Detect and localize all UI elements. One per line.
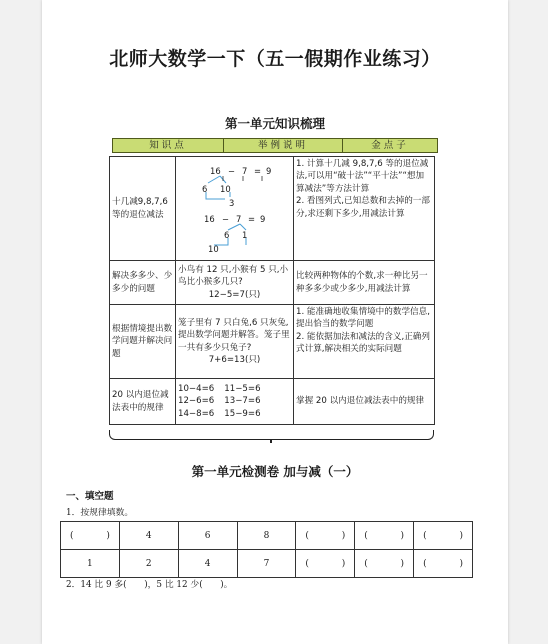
diagram-part: 10 — [220, 183, 231, 194]
knowledge-table — [109, 156, 435, 425]
fact: 14−8=6 — [178, 408, 215, 419]
question-2: 2．14 比 9 多( )，5 比 12 少( )。 — [66, 580, 233, 590]
example-text: 小鸟有 12 只,小猴有 5 只,小鸟比小猴多几只? — [178, 264, 289, 288]
sequence-number: 6 — [178, 522, 237, 550]
header-tips: 金点子 — [342, 139, 437, 152]
diagram-operator: = — [248, 213, 256, 224]
table-row — [110, 261, 435, 305]
fact: 12−6=6 — [178, 396, 215, 407]
sequence-number: 7 — [237, 550, 296, 578]
answer-blank[interactable]: ( ) — [296, 522, 355, 550]
table-row — [110, 379, 435, 425]
table-row — [110, 305, 435, 379]
sequence-number: 4 — [178, 550, 237, 578]
answer-blank[interactable]: ( ) — [355, 550, 414, 578]
diagram-result: 3 — [229, 197, 235, 208]
fact: 10−4=6 — [178, 383, 215, 394]
diagram-part: 6 — [202, 183, 208, 194]
knowledge-point-cell: 根据情境提出数学问题并解决问题 — [110, 305, 176, 379]
sequence-table — [60, 521, 473, 578]
diagram-term: 16 — [204, 213, 215, 224]
knowledge-point-cell: 20 以内退位减法表中的规律 — [110, 379, 176, 425]
fact: 11−5=6 — [224, 383, 261, 394]
fact: 15−9=6 — [224, 408, 261, 419]
tip-cell — [294, 305, 435, 379]
knowledge-header-band — [112, 138, 438, 153]
answer-blank[interactable]: ( ) — [414, 550, 473, 578]
tip-text: 1. 能准确地收集情境中的数学信息,提出恰当的数学问题 2. 能依据加法和减法的含义,正确列式计算,解决相关的实际问题 — [296, 307, 430, 355]
example-formula: 7+6=13(只) — [208, 354, 261, 365]
tip-cell: 掌握 20 以内退位减法表中的规律 — [294, 379, 435, 425]
diagram-term: 16 — [210, 165, 221, 176]
answer-blank[interactable]: ( ) — [61, 522, 120, 550]
document-page — [42, 0, 508, 644]
section-title-test: 第一单元检测卷 加与减（一） — [191, 464, 359, 479]
tip-cell: 比较两种物体的个数,求一种比另一种多多少或少多少,用减法计算 — [294, 261, 435, 305]
example-facts-cell — [176, 379, 294, 425]
example-cell — [176, 305, 294, 379]
document-title: 北师大数学一下（五一假期作业练习） — [109, 48, 441, 70]
knowledge-point-cell: 解决多多少、少多少的问题 — [110, 261, 176, 305]
diagram-operator: − — [222, 213, 230, 224]
example-cell — [176, 261, 294, 305]
diagram-part: 6 — [224, 229, 230, 240]
diagram-term: 9 — [266, 165, 272, 176]
tip-text: 1. 计算十几减 9,8,7,6 等的退位减法,可以用“破十法”“平十法”“想加算减法”等方法计算 2. 看图列式,已知总数和去掉的一部分,求还剩下多少,用减法计算 — [296, 159, 430, 219]
answer-blank[interactable]: ( ) — [414, 522, 473, 550]
answer-blank[interactable]: ( ) — [296, 550, 355, 578]
diagram-operator: = — [254, 165, 262, 176]
header-knowledge-point: 知识点 — [149, 140, 187, 151]
table-bottom-brace-tick — [270, 439, 272, 443]
table-row — [61, 522, 473, 550]
fact: 13−7=6 — [224, 396, 261, 407]
sequence-number: 2 — [119, 550, 178, 578]
diagram-term: 7 — [236, 213, 242, 224]
header-example: 举例说明 — [223, 139, 342, 152]
part-heading-fill-blank: 一、填空题 — [66, 491, 114, 502]
diagram-operator: − — [228, 165, 236, 176]
decomposition-lines — [178, 163, 292, 255]
question-1: 1．按规律填数。 — [66, 508, 134, 518]
answer-blank[interactable]: ( ) — [355, 522, 414, 550]
sequence-number: 4 — [119, 522, 178, 550]
knowledge-point-cell: 十几减9,8,7,6等的退位减法 — [110, 157, 176, 261]
section-title-knowledge: 第一单元知识梳理 — [224, 116, 325, 131]
sequence-number: 1 — [61, 550, 120, 578]
sequence-number: 8 — [237, 522, 296, 550]
tip-cell — [294, 157, 435, 261]
table-row — [61, 550, 473, 578]
example-text: 笼子里有 7 只白兔,6 只灰兔,提出数学问题并解答。笼子里一共有多少只兔子? — [178, 317, 290, 353]
diagram-result: 10 — [208, 243, 219, 254]
diagram-part: 1 — [242, 229, 248, 240]
table-row — [110, 157, 435, 261]
diagram-term: 9 — [260, 213, 266, 224]
decomposition-diagrams — [178, 163, 291, 255]
diagram-term: 7 — [242, 165, 248, 176]
example-formula: 12−5=7(只) — [208, 289, 261, 300]
example-diagram-cell — [176, 157, 294, 261]
